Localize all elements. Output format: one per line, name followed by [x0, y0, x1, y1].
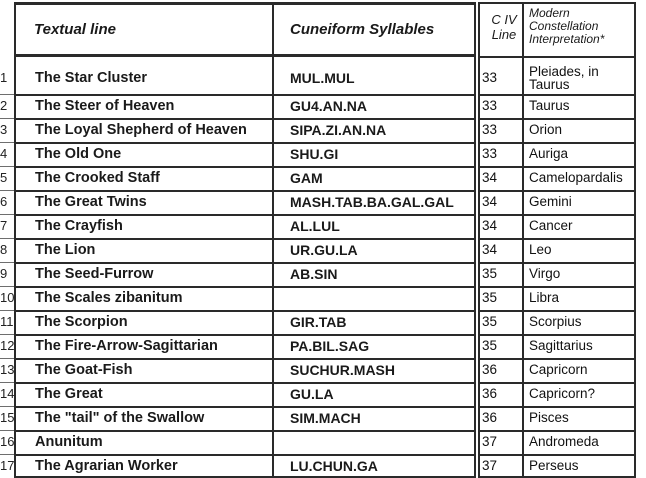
modern-interpretation-cell: Virgo	[529, 266, 561, 281]
modern-interpretation-cell: Pleiades, in Taurus	[529, 65, 599, 92]
syllables-cell: SIPA.ZI.AN.NA	[290, 122, 387, 138]
row-number: 2	[0, 98, 8, 113]
header-cuneiform-syllables: Cuneiform Syllables	[290, 21, 435, 38]
row-divider	[0, 214, 15, 215]
textual-line-cell: The Fire-Arrow-Sagittarian	[35, 338, 218, 354]
civ-line-cell: 35	[482, 266, 498, 281]
row-divider	[478, 310, 636, 312]
syllables-cell: AL.LUL	[290, 218, 340, 234]
syllables-cell: LU.CHUN.GA	[290, 458, 378, 474]
row-divider	[0, 190, 15, 191]
row-divider	[478, 358, 636, 360]
modern-interpretation-cell: Auriga	[529, 146, 569, 161]
row-divider	[478, 166, 636, 168]
civ-line-cell: 34	[482, 218, 498, 233]
row-divider	[0, 358, 15, 359]
row-number: 11	[0, 314, 14, 329]
row-divider	[478, 430, 636, 432]
civ-line-cell: 36	[482, 362, 498, 377]
syllables-cell: GIR.TAB	[290, 314, 347, 330]
header-modern-part-2: Constellation	[529, 19, 599, 33]
civ-line-cell: 35	[482, 314, 498, 329]
syllables-cell: GU4.AN.NA	[290, 98, 368, 114]
modern-interpretation-cell: Gemini	[529, 194, 572, 209]
row-number: 3	[0, 122, 8, 137]
header-modern-interpretation	[529, 7, 604, 46]
modern-interpretation-cell: Perseus	[529, 458, 579, 473]
row-divider	[14, 166, 476, 168]
row-divider	[0, 118, 15, 119]
syllables-cell: GU.LA	[290, 386, 334, 402]
modern-interpretation-cell: Andromeda	[529, 434, 599, 449]
row-number: 12	[0, 338, 14, 353]
header-civ-line	[484, 12, 524, 42]
header-modern-part-3: Interpretation*	[529, 32, 605, 46]
row-divider	[0, 430, 15, 431]
syllables-cell: UR.GU.LA	[290, 242, 358, 258]
row-number: 16	[0, 434, 14, 449]
civ-line-cell: 33	[482, 122, 498, 137]
syllables-cell: SIM.MACH	[290, 410, 361, 426]
row-divider	[478, 334, 636, 336]
row-divider	[14, 454, 476, 456]
modern-interpretation-cell: Capricorn?	[529, 386, 596, 401]
row-divider	[14, 94, 476, 96]
row-number: 15	[0, 410, 14, 425]
row-number: 10	[0, 290, 14, 305]
row-divider	[14, 430, 476, 432]
row-divider	[14, 214, 476, 216]
row-divider	[14, 190, 476, 192]
row-divider	[478, 190, 636, 192]
row-divider	[14, 118, 476, 120]
modern-interpretation-cell: Cancer	[529, 218, 573, 233]
modern-interpretation-cell: Scorpius	[529, 314, 582, 329]
row-divider	[478, 142, 636, 144]
row-number: 8	[0, 242, 8, 257]
modern-interpretation-cell: Sagittarius	[529, 338, 593, 353]
row-number: 14	[0, 386, 14, 401]
header-textual-line: Textual line	[34, 21, 116, 38]
header-civ-line-part-2: Line	[491, 27, 517, 42]
civ-line-cell: 35	[482, 290, 498, 305]
row-number: 13	[0, 362, 14, 377]
modern-interpretation-cell: Pisces	[529, 410, 569, 425]
civ-line-cell: 34	[482, 170, 498, 185]
row-number: 9	[0, 266, 8, 281]
textual-line-cell: The Crayfish	[35, 218, 123, 234]
textual-line-cell: The Seed-Furrow	[35, 266, 154, 282]
syllables-cell: MASH.TAB.BA.GAL.GAL	[290, 194, 454, 210]
textual-line-cell: The Scales zibanitum	[35, 290, 183, 306]
textual-line-cell: The Great	[35, 386, 103, 402]
syllables-cell: SHU.GI	[290, 146, 339, 162]
divider	[478, 56, 636, 58]
row-divider	[0, 454, 15, 455]
row-divider	[478, 454, 636, 456]
textual-line-cell: The Crooked Staff	[35, 170, 160, 186]
civ-line-cell: 37	[482, 458, 498, 473]
row-divider	[14, 382, 476, 384]
civ-line-cell: 33	[482, 98, 498, 113]
textual-line-cell: The "tail" of the Swallow	[35, 410, 205, 426]
textual-line-cell: The Agrarian Worker	[35, 458, 178, 474]
civ-line-cell: 36	[482, 386, 498, 401]
textual-line-cell: Anunitum	[35, 434, 103, 450]
modern-interpretation-cell: Orion	[529, 122, 563, 137]
row-divider	[0, 310, 15, 311]
row-divider	[0, 382, 15, 383]
row-divider	[478, 214, 636, 216]
civ-line-cell: 34	[482, 242, 498, 257]
row-divider	[0, 238, 15, 239]
textual-line-cell: The Scorpion	[35, 314, 128, 330]
row-divider	[14, 406, 476, 408]
header-civ-line-part-1: C IV	[491, 12, 517, 27]
textual-line-cell: The Steer of Heaven	[35, 98, 175, 114]
row-divider	[478, 382, 636, 384]
civ-line-cell: 34	[482, 194, 498, 209]
civ-line-cell: 37	[482, 434, 498, 449]
textual-line-cell: The Old One	[35, 146, 122, 162]
divider	[14, 54, 476, 57]
civ-line-cell: 33	[482, 70, 498, 85]
row-divider	[0, 334, 15, 335]
textual-line-cell: The Great Twins	[35, 194, 147, 210]
row-divider	[14, 310, 476, 312]
row-divider	[478, 94, 636, 96]
syllables-cell	[290, 433, 478, 451]
row-divider	[0, 406, 15, 407]
row-divider	[478, 406, 636, 408]
row-divider	[478, 286, 636, 288]
row-divider	[14, 358, 476, 360]
modern-interpretation-cell: Camelopardalis	[529, 170, 623, 185]
syllables-cell	[290, 289, 478, 307]
divider	[14, 2, 476, 5]
row-number: 5	[0, 170, 8, 185]
row-divider	[14, 238, 476, 240]
divider	[478, 2, 636, 4]
row-number: 6	[0, 194, 8, 209]
row-divider	[14, 334, 476, 336]
syllables-cell: AB.SIN	[290, 266, 338, 282]
header-modern-part-1: Modern	[529, 6, 570, 20]
row-divider	[0, 166, 15, 167]
row-divider	[0, 94, 15, 95]
row-divider	[14, 286, 476, 288]
row-number: 4	[0, 146, 8, 161]
modern-interpretation-cell: Libra	[529, 290, 560, 305]
row-divider	[14, 142, 476, 144]
civ-line-cell: 35	[482, 338, 498, 353]
syllables-cell: GAM	[290, 170, 323, 186]
row-divider	[478, 118, 636, 120]
row-divider	[0, 142, 15, 143]
textual-line-cell: The Lion	[35, 242, 96, 258]
row-divider	[478, 262, 636, 264]
row-number: 17	[0, 458, 14, 473]
modern-interpretation-cell: Taurus	[529, 98, 570, 113]
modern-interpretation-cell: Leo	[529, 242, 552, 257]
textual-line-cell: The Loyal Shepherd of Heaven	[35, 122, 247, 138]
civ-line-cell: 33	[482, 146, 498, 161]
textual-line-cell: The Star Cluster	[35, 70, 147, 86]
row-divider	[14, 262, 476, 264]
modern-interpretation-cell: Capricorn	[529, 362, 588, 377]
syllables-cell: MUL.MUL	[290, 70, 355, 86]
textual-line-cell: The Goat-Fish	[35, 362, 133, 378]
row-divider	[0, 262, 15, 263]
row-number: 1	[0, 70, 8, 85]
syllables-cell: PA.BIL.SAG	[290, 338, 370, 354]
civ-line-cell: 36	[482, 410, 498, 425]
row-divider	[0, 286, 15, 287]
syllables-cell: SUCHUR.MASH	[290, 362, 395, 378]
row-number: 7	[0, 218, 8, 233]
row-divider	[478, 238, 636, 240]
